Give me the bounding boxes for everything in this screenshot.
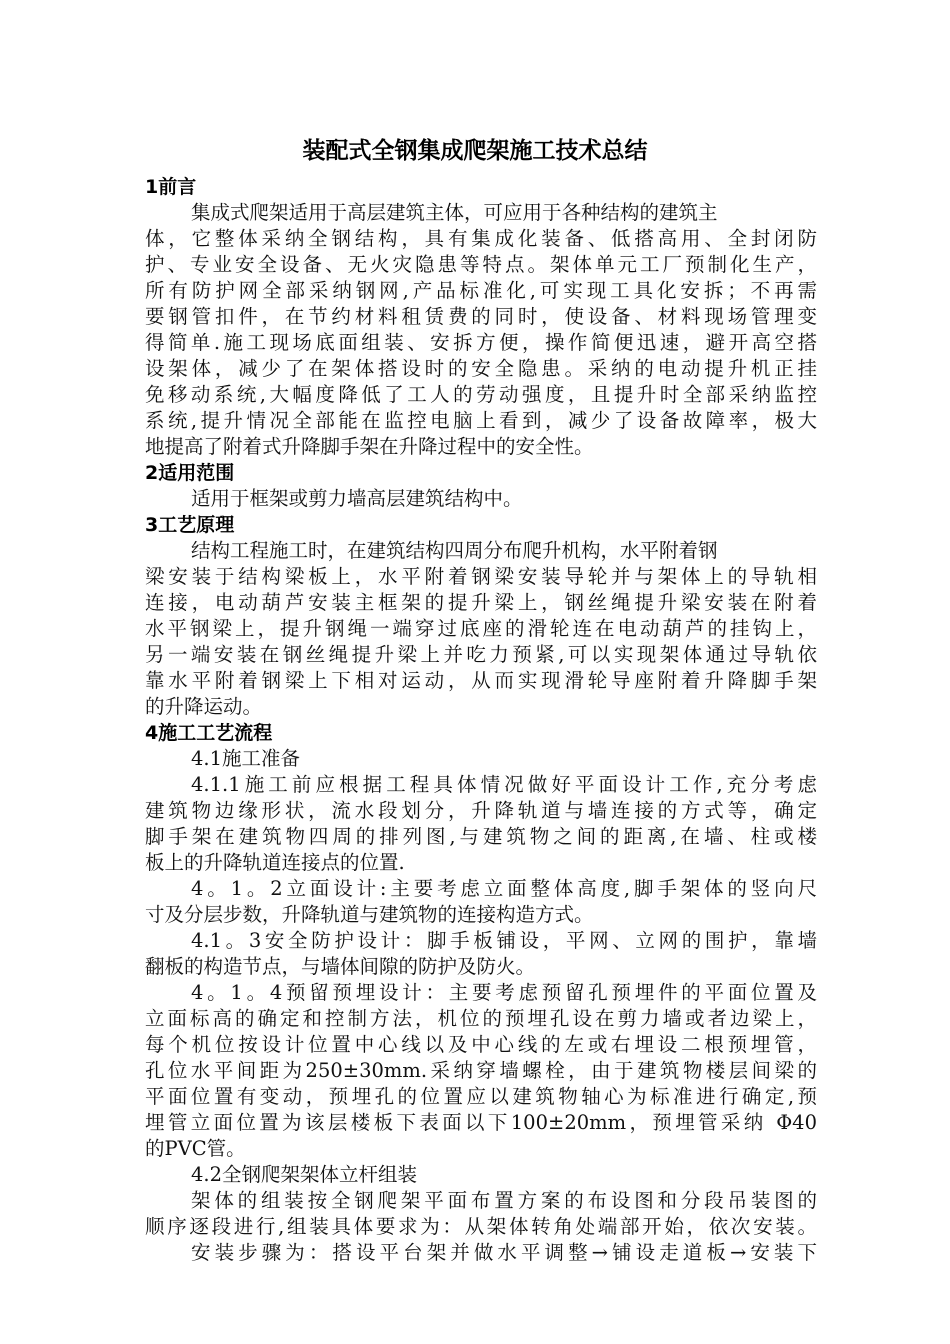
paragraph-line: 适用于框架或剪力墙高层建筑结构中。 xyxy=(191,487,523,510)
paragraph-line: 翻板的构造节点，与墙体间隙的防护及防火。 xyxy=(145,955,536,978)
paragraph-line: 连接，电动葫芦安装主框架的提升梁上，钢丝绳提升梁安装在附着 xyxy=(145,591,817,614)
paragraph-line: 结构工程施工时，在建筑结构四周分布爬升机构，水平附着钢 xyxy=(191,539,718,562)
paragraph-line: 护、专业安全设备、无火灾隐患等特点。架体单元工厂预制化生产， xyxy=(145,253,817,276)
paragraph-line: 孔位水平间距为250±30mm.采纳穿墙螺栓，由于建筑物楼层间梁的 xyxy=(145,1059,817,1082)
paragraph-line: 立面标高的确定和控制方法，机位的预埋孔设在剪力墙或者边梁上， xyxy=(145,1007,817,1030)
paragraph-line: 架体的组装按全钢爬架平面布置方案的布设图和分段吊装图的 xyxy=(191,1189,817,1212)
paragraph-line: 梁安装于结构梁板上，水平附着钢梁安装导轮并与架体上的导轨相 xyxy=(145,565,817,588)
paragraph-line: 免移动系统,大幅度降低了工人的劳动强度，且提升时全部采纳监控 xyxy=(145,383,817,406)
paragraph-line: 地提高了附着式升降脚手架在升降过程中的安全性。 xyxy=(145,435,594,458)
paragraph-line: 安装步骤为：搭设平台架并做水平调整→铺设走道板→安装下 xyxy=(191,1241,817,1264)
paragraph-line: 板上的升降轨道连接点的位置. xyxy=(145,851,405,874)
paragraph-line: 系统,提升情况全部能在监控电脑上看到，减少了设备故障率，极大 xyxy=(145,409,817,432)
paragraph-line: 得简单.施工现场底面组装、安拆方便，操作简便迅速，避开高空搭 xyxy=(145,331,817,354)
document-title: 装配式全钢集成爬架施工技术总结 xyxy=(302,138,648,164)
paragraph-line: 集成式爬架适用于高层建筑主体，可应用于各种结构的建筑主 xyxy=(191,201,718,224)
paragraph-line: 的升降运动。 xyxy=(145,695,263,718)
paragraph-line: 的PVC管。 xyxy=(145,1137,246,1160)
section-heading-3: 3工艺原理 xyxy=(145,514,235,536)
paragraph-line: 体，它整体采纳全钢结构，具有集成化装备、低搭高用、全封闭防 xyxy=(145,227,817,250)
subsection-heading: 4.1施工准备 xyxy=(191,747,301,770)
paragraph-line: 脚手架在建筑物四周的排列图,与建筑物之间的距离,在墙、柱或楼 xyxy=(145,825,817,848)
paragraph-line: 另一端安装在钢丝绳提升梁上并吃力预紧,可以实现架体通过导轨依 xyxy=(145,643,817,666)
section-heading-2: 2适用范围 xyxy=(145,462,235,484)
paragraph-line: 4.1.1施工前应根据工程具体情况做好平面设计工作,充分考虑 xyxy=(191,773,817,796)
paragraph-line: 4.1。3安全防护设计：脚手板铺设，平网、立网的围护，靠墙 xyxy=(191,929,817,952)
paragraph-line: 设架体，减少了在架体搭设时的安全隐患。采纳的电动提升机正挂 xyxy=(145,357,817,380)
paragraph-line: 每个机位按设计位置中心线以及中心线的左或右埋设二根预埋管， xyxy=(145,1033,817,1056)
section-heading-4: 4施工工艺流程 xyxy=(145,722,273,744)
paragraph-line: 建筑物边缘形状，流水段划分，升降轨道与墙连接的方式等，确定 xyxy=(145,799,817,822)
paragraph-line: 寸及分层步数，升降轨道与建筑物的连接构造方式。 xyxy=(145,903,594,926)
section-heading-1: 1前言 xyxy=(145,176,197,198)
paragraph-line: 埋管立面位置为该层楼板下表面以下100±20mm，预埋管采纳 Φ40 xyxy=(145,1111,817,1134)
paragraph-line: 所有防护网全部采纳钢网,产品标准化,可实现工具化安拆；不再需 xyxy=(145,279,817,302)
paragraph-line: 水平钢梁上，提升钢绳一端穿过底座的滑轮连在电动葫芦的挂钩上， xyxy=(145,617,817,640)
paragraph-line: 4。1。2立面设计:主要考虑立面整体高度,脚手架体的竖向尺 xyxy=(191,877,817,900)
paragraph-line: 平面位置有变动，预埋孔的位置应以建筑物轴心为标准进行确定,预 xyxy=(145,1085,817,1108)
paragraph-line: 靠水平附着钢梁上下相对运动，从而实现滑轮导座附着升降脚手架 xyxy=(145,669,817,692)
paragraph-line: 4。1。4预留预埋设计：主要考虑预留孔预埋件的平面位置及 xyxy=(191,981,817,1004)
paragraph-line: 要钢管扣件，在节约材料租赁费的同时，使设备、材料现场管理变 xyxy=(145,305,817,328)
paragraph-line: 顺序逐段进行,组装具体要求为：从架体转角处端部开始，依次安装。 xyxy=(145,1215,817,1238)
subsection-heading: 4.2全钢爬架架体立杆组装 xyxy=(191,1163,418,1186)
